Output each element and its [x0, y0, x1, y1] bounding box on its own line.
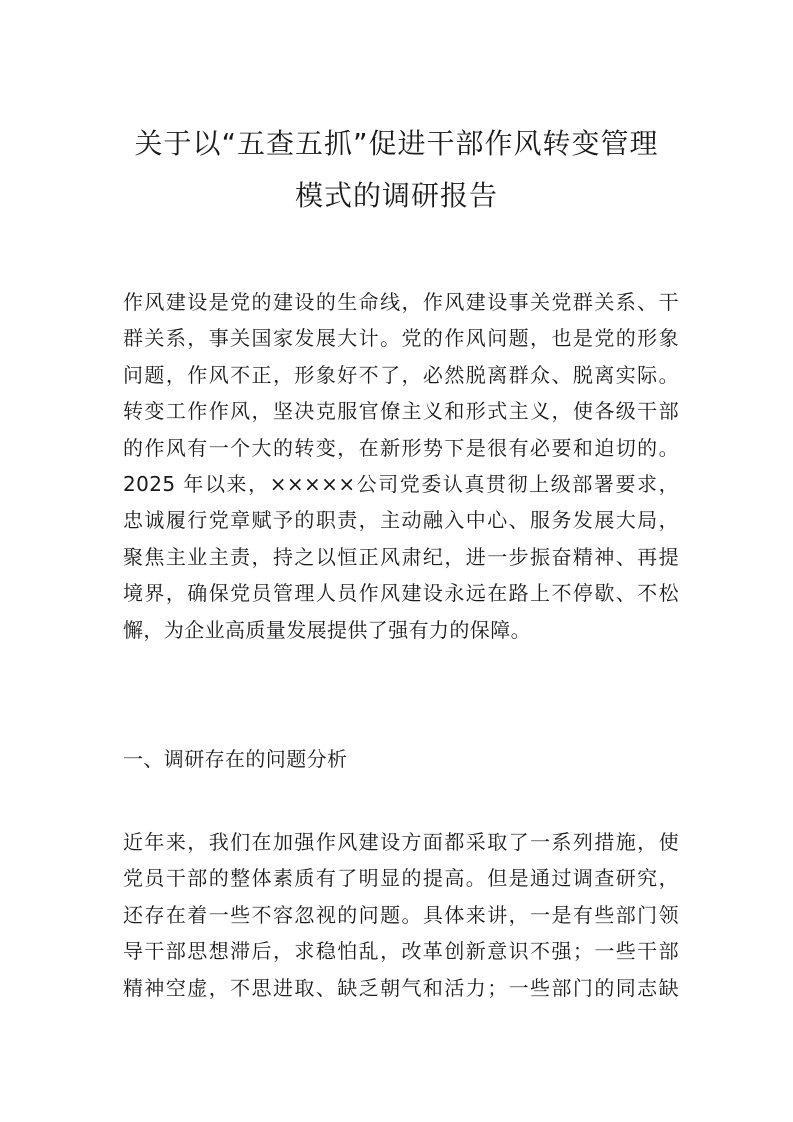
intro-line: 作风建设是党的建设的生命线，作风建设事关党群关系、干: [123, 290, 679, 314]
analysis-paragraph: [123, 824, 679, 1006]
intro-paragraph: [123, 284, 679, 648]
analysis-line: 还存在着一些不容忽视的问题。具体来讲，一是有些部门领: [123, 902, 679, 927]
intro-line: 群关系，事关国家发展大计。党的作风问题，也是党的形象: [123, 326, 679, 351]
section-heading-text: 一、调研存在的问题分析: [123, 747, 348, 771]
intro-line: 忠诚履行党章赋予的职责，主动融入中心、服务发展大局，: [123, 508, 679, 533]
analysis-line: 党员干部的整体素质有了明显的提高。但是通过调查研究，: [123, 866, 679, 891]
analysis-line: 导干部思想滞后，求稳怕乱，改革创新意识不强；一些干部: [123, 939, 679, 964]
title-line-1: 关于以“五查五抓”促进干部作风转变管理: [134, 127, 659, 160]
intro-line: 聚焦主业主责，持之以恒正风肃纪，进一步振奋精神、再提: [123, 544, 679, 569]
intro-line: 转变工作作风，坚决克服官僚主义和形式主义，使各级干部: [123, 399, 679, 424]
intro-line: 2025 年以来，×××××公司党委认真贯彻上级部署要求，: [123, 471, 679, 496]
intro-line: 境界，确保党员管理人员作风建设永远在路上不停歇、不松: [123, 581, 679, 606]
intro-line: 懈，为企业高质量发展提供了强有力的保障。: [123, 617, 531, 642]
intro-line: 的作风有一个大的转变，在新形势下是很有必要和迫切的。: [123, 435, 679, 460]
analysis-line: 近年来，我们在加强作风建设方面都采取了一系列措施，使: [123, 830, 679, 854]
document-title: [115, 118, 678, 222]
title-line-2: 模式的调研报告: [294, 179, 498, 212]
section-heading: [123, 741, 679, 777]
analysis-line: 精神空虚，不思进取、缺乏朝气和活力；一些部门的同志缺: [123, 975, 679, 1000]
intro-line: 问题，作风不正，形象好不了，必然脱离群众、脱离实际。: [123, 362, 679, 387]
